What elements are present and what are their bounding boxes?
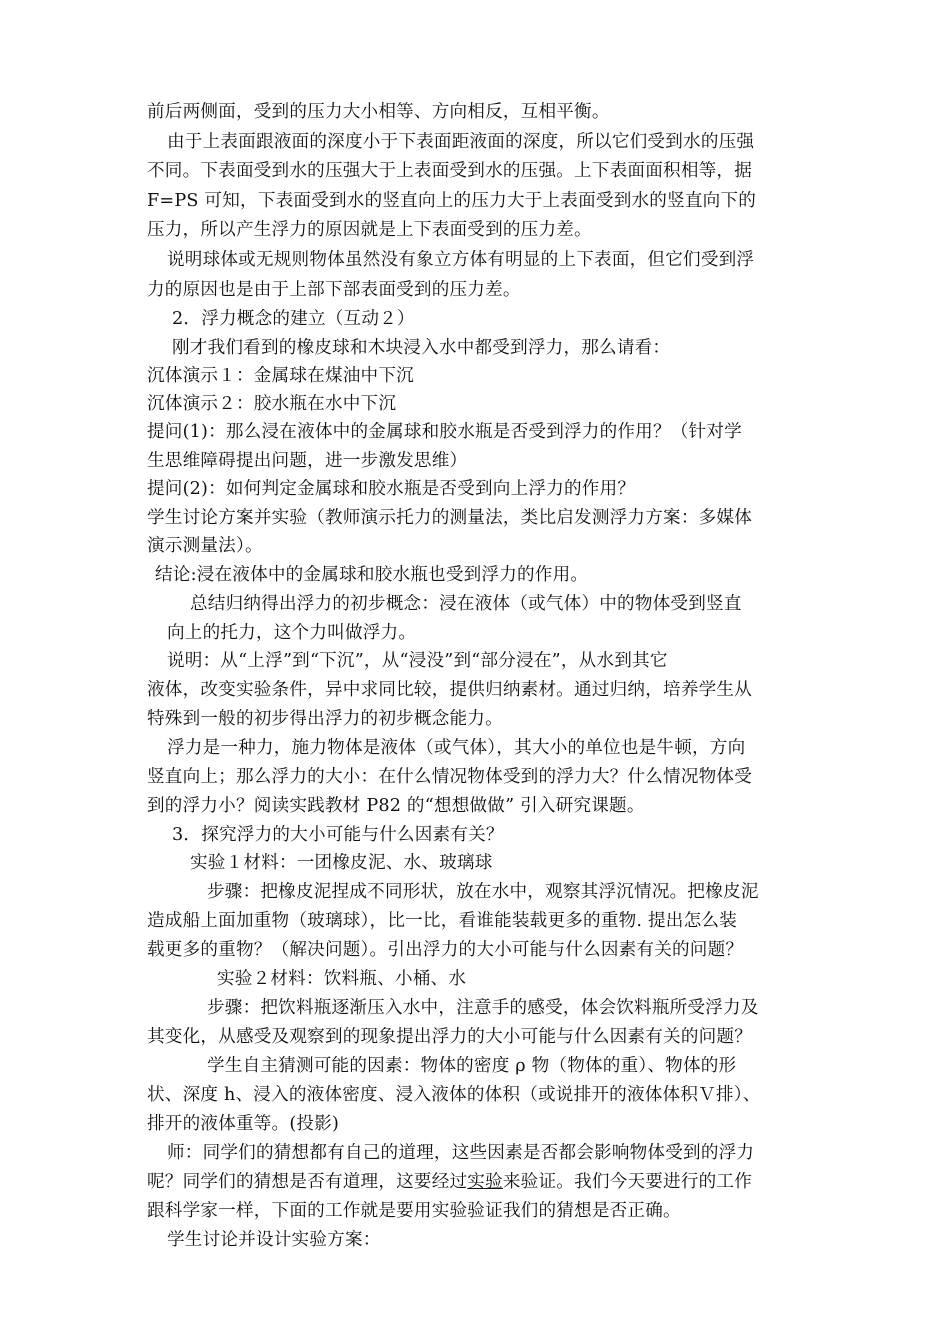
text-line: 到的浮力小？阅读实践教材 P82 的“想想做做” 引入研究课题。 xyxy=(147,796,645,816)
text-line: 实验２材料：饮料瓶、小桶、水 xyxy=(217,969,467,989)
text-line: 前后两侧面，受到的压力大小相等、方向相反，互相平衡。 xyxy=(147,102,610,122)
text-line: 演示测量法）。 xyxy=(147,536,263,556)
text-line: 载更多的重物？（解决问题）。引出浮力的大小可能与什么因素有关的问题？ xyxy=(147,940,744,960)
text-line: 由于上表面跟液面的深度小于下表面距液面的深度，所以它们受到水的压强 xyxy=(167,132,755,152)
section-heading: 2．浮力概念的建立（互动２） xyxy=(172,309,415,329)
text-line: 总结归纳得出浮力的初步概念：浸在液体（或气体）中的物体受到竖直 xyxy=(190,594,742,614)
text-line: 生思维障碍提出问题，进一步激发思维） xyxy=(147,451,468,471)
text-segment: 呢？同学们的猜想是否有道理，这要经过 xyxy=(147,1172,468,1192)
text-line: 力的原因也是由于上部下部表面受到的压力差。 xyxy=(147,280,521,300)
text-line: 沉体演示２：胶水瓶在水中下沉 xyxy=(147,394,397,414)
text-line: 不同。下表面受到水的压强大于上表面受到水的压强。上下表面面积相等，据 xyxy=(147,161,752,181)
section-heading: 3．探究浮力的大小可能与什么因素有关？ xyxy=(172,825,504,845)
text-line: 说明：从“上浮”到“下沉”，从“浸没”到“部分浸在”，从水到其它 xyxy=(167,651,668,671)
text-line: F=PS 可知，下表面受到水的竖直向上的压力大于上表面受到水的竖直向下的 xyxy=(147,191,757,211)
text-line: 竖直向上；那么浮力的大小：在什么情况物体受到的浮力大？什么情况物体受 xyxy=(147,767,752,787)
text-line: 跟科学家一样，下面的工作就是要用实验验证我们的猜想是否正确。 xyxy=(147,1201,681,1221)
text-line: 步骤：把橡皮泥捏成不同形状，放在水中，观察其浮沉情况。把橡皮泥 xyxy=(207,882,759,902)
text-line: 刚才我们看到的橡皮球和木块浸入水中都受到浮力，那么请看： xyxy=(172,338,671,358)
text-line: 沉体演示１：金属球在煤油中下沉 xyxy=(147,366,414,386)
text-line: 状、深度 h、浸入的液体密度、浸入液体的体积（或说排开的液体体积Ｖ排）、 xyxy=(147,1085,761,1105)
text-line: 造成船上面加重物（玻璃球），比一比，看谁能装载更多的重物. 提出怎么装 xyxy=(147,911,737,931)
text-line: 步骤：把饮料瓶逐渐压入水中，注意手的感受，体会饮料瓶所受浮力及 xyxy=(207,998,759,1018)
text-line: 学生讨论方案并实验（教师演示托力的测量法，类比启发测浮力方案：多媒体 xyxy=(147,508,752,528)
text-line: 液体，改变实验条件，异中求同比较，提供归纳素材。通过归纳，培养学生从 xyxy=(147,680,752,700)
text-line: 提问(2)：如何判定金属球和胶水瓶是否受到向上浮力的作用？ xyxy=(147,479,636,499)
text-line: 师：同学们的猜想都有自己的道理，这些因素是否都会影响物体受到的浮力 xyxy=(167,1143,755,1163)
text-line: 向上的托力，这个力叫做浮力。 xyxy=(167,623,417,643)
text-line: 学生自主猜测可能的因素：物体的密度 ρ 物（物体的重）、物体的形 xyxy=(207,1056,737,1076)
text-line: 排开的液体重等。(投影) xyxy=(147,1114,340,1134)
text-line: 浮力是一种力，施力物体是液体（或气体），其大小的单位也是牛顿，方向 xyxy=(167,738,746,758)
text-line: 实验１材料：一团橡皮泥、水、玻璃球 xyxy=(190,853,493,873)
text-line: 提问(1)：那么浸在液体中的金属球和胶水瓶是否受到浮力的作用？（针对学 xyxy=(147,422,742,442)
text-line: 学生讨论并设计实验方案： xyxy=(167,1230,381,1250)
text-line: 说明球体或无规则物体虽然没有象立方体有明显的上下表面，但它们受到浮 xyxy=(167,250,755,270)
text-line xyxy=(147,1171,752,1193)
text-line: 特殊到一般的初步得出浮力的初步概念能力。 xyxy=(147,709,503,729)
text-line: 压力，所以产生浮力的原因就是上下表面受到的压力差。 xyxy=(147,220,592,240)
text-line: 其变化，从感受及观察到的现象提出浮力的大小可能与什么因素有关的问题？ xyxy=(147,1027,752,1047)
text-line: 结论:浸在液体中的金属球和胶水瓶也受到浮力的作用。 xyxy=(155,565,589,585)
text-segment: 来验证。我们今天要进行的工作 xyxy=(502,1172,753,1192)
underlined-text: 实验 xyxy=(467,1172,503,1192)
